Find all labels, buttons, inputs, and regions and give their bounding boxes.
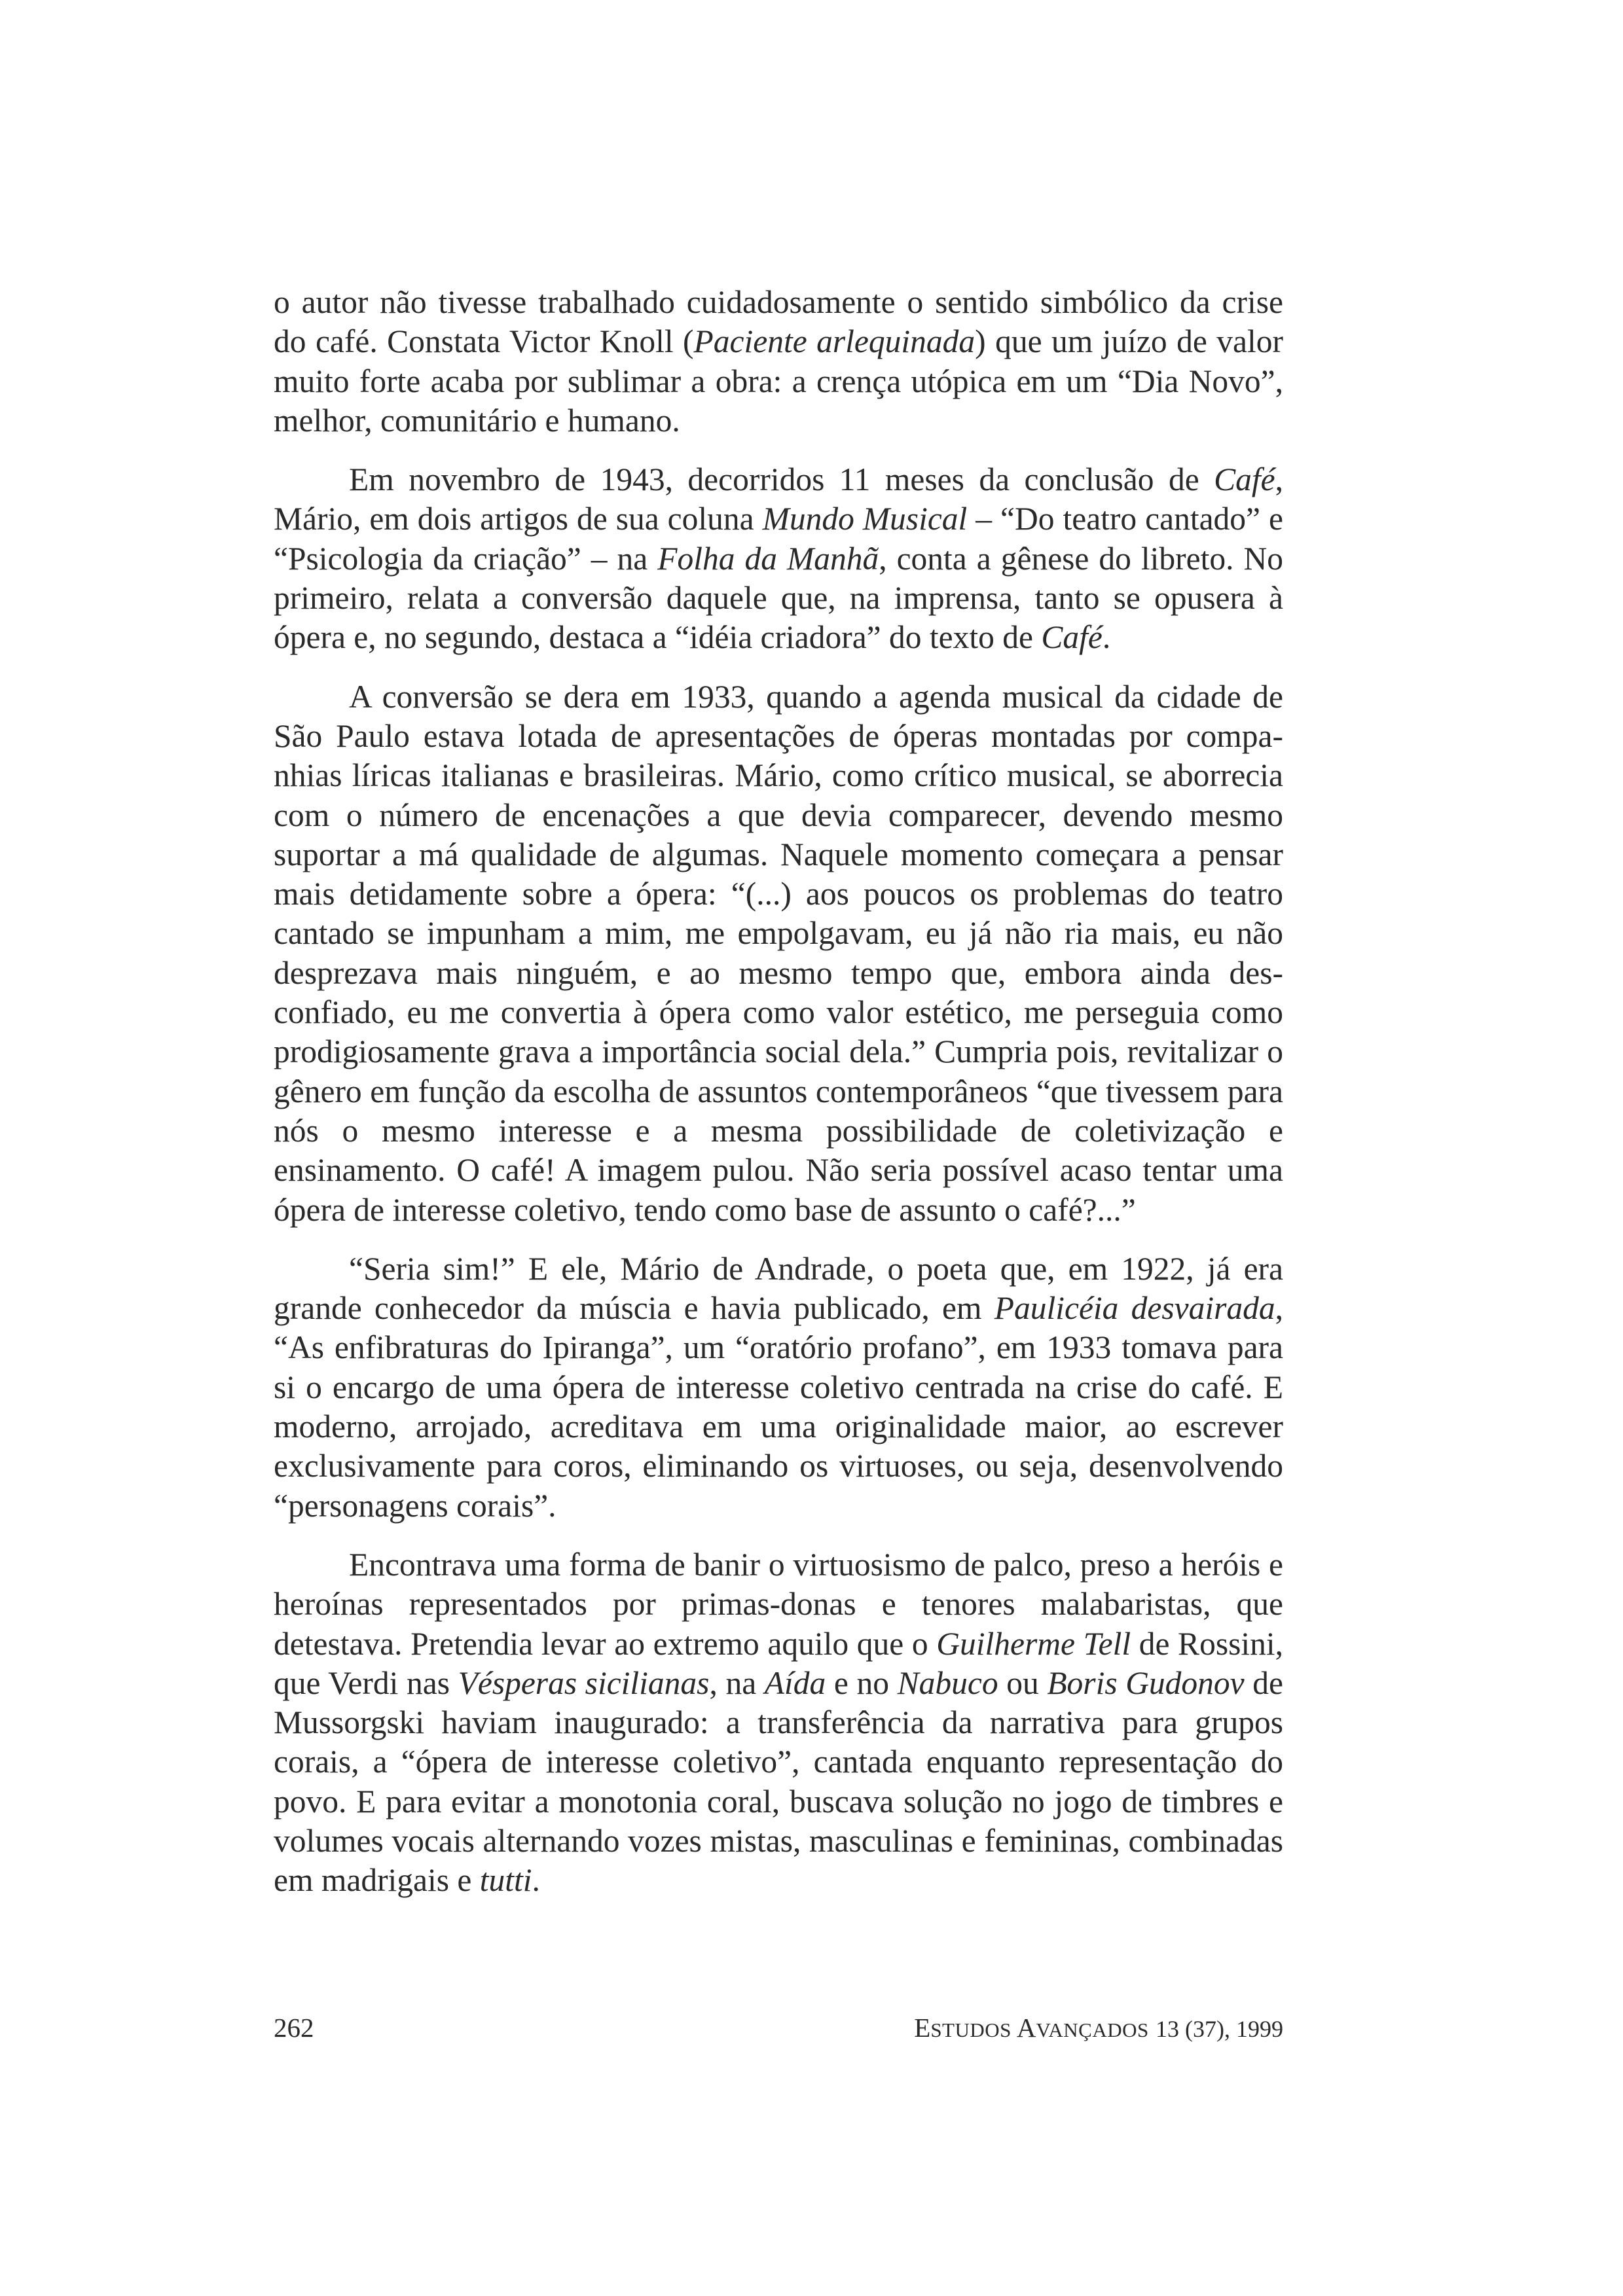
italic-title: Paciente arlequinada (693, 323, 976, 360)
journal-initial-a: A (1016, 2013, 1036, 2043)
text-run: de Mussorgski haviam inaugurado: a transferência da narrativa para grupos corais, a “ópera de interesse coletivo”, cantada enquanto representação do povo. E para evitar a monotonia coral, buscava solução no jogo de timbres e volumes vocais alternando vozes mistas, masculinas e femininas, combinadas em madrigais e (274, 1664, 1283, 1899)
text-run: , Mário, em dois artigos de sua coluna (274, 461, 1283, 537)
text-run: e no (826, 1664, 898, 1701)
paragraph-1 (274, 283, 1283, 440)
italic-title: Café (1041, 619, 1103, 656)
text-run: Encontrava uma forma de banir o virtuosismo de palco, preso a heróis e heroínas representados por primas-donas e tenores malabaristas, que detestava. Pretendia levar ao extremo aquilo que o (274, 1546, 1283, 1662)
text-run: A conversão se dera em 1933, quando a agenda musical da cidade de São Paulo estava lotada de apresentações de óperas montadas por companhias líricas italianas e brasileiras. Mário, como crítico musical, se aborrecia com o número de encenações a que devia comparecer, devendo mesmo suportar a má qualidade de algumas. Naquele momento começara a pensar mais detidamente sobre a ópera: “(...) aos poucos os problemas do teatro cantado se impunham a mim, me empolgavam, eu já não ria mais, eu não desprezava mais ninguém, e ao mesmo tempo que, embora ainda desconfiado, eu me convertia à ópera como valor estético, me perseguia como prodigiosamente grava a importância social dela.” Cumpria pois, revitalizar o gênero em função da escolha de assuntos contemporâneos “que tivessem para nós o mesmo interesse e a mesma possibilidade de coletivização e ensinamento. O café! A imagem pulou. Não seria possível acaso tentar uma ópera de interesse coletivo, tendo como base de assunto o café?...” (274, 678, 1283, 1228)
paragraph-4 (274, 1249, 1283, 1526)
text-run: . (532, 1862, 540, 1899)
body-text (274, 283, 1283, 1901)
paragraph-3 (274, 677, 1283, 1230)
text-run: Em novembro de 1943, decorridos 11 meses da conclusão de (349, 461, 1214, 498)
text-run: , na (709, 1664, 765, 1701)
italic-title: Paulicéia desvairada (994, 1290, 1275, 1327)
text-run: “Seria sim!” E ele, Mário de Andrade, o poeta que, em 1922, já era grande conhecedor da múscia e havia publicado, em (274, 1250, 1283, 1327)
italic-title: Aída (764, 1664, 826, 1701)
text-run: – “Do teatro cantado” e “Psicologia da criação” – na (274, 501, 1283, 577)
text-run: de Rossini, que Verdi nas (274, 1625, 1283, 1701)
page-number: 262 (274, 2013, 314, 2043)
journal-word-vancados: VANÇADOS (1036, 2018, 1149, 2041)
italic-title: Guilherme Tell (936, 1625, 1131, 1662)
text-run: , “As enfibraturas do Ipiranga”, um “oratório profano”, em 1933 tomava para si o encargo de uma ópera de interesse coletivo centrada na crise do café. E moderno, arrojado, acreditava em uma originalidade maior, ao escrever exclusivamente para coros, eliminando os virtuoses, ou seja, desenvolvendo “personagens corais”. (274, 1290, 1284, 1524)
italic-title: Vésperas sicilianas (458, 1664, 710, 1701)
paragraph-5 (274, 1545, 1283, 1901)
page-footer (274, 2008, 1283, 2047)
paragraph-2 (274, 460, 1283, 657)
italic-title: Nabuco (897, 1664, 998, 1701)
text-run: ou (998, 1664, 1048, 1701)
journal-initial-e: E (914, 2013, 931, 2043)
text-run: , conta a gênese do libreto. No primeiro, relata a conversão daquele que, na imprensa, tanto se opusera à ópera e, no segundo, destaca a “idéia criadora” do texto de (274, 540, 1283, 656)
running-title (914, 2008, 1283, 2050)
text-run: o autor não tivesse trabalhado cuidadosamente o sentido simbólico da crise do café. Constata Victor Knoll ( (274, 284, 1283, 360)
italic-title: Mundo Musical (762, 501, 968, 537)
text-run: . (1102, 619, 1111, 656)
journal-word-studos: STUDOS (930, 2018, 1012, 2041)
italic-title: Folha da Manhã (657, 540, 879, 577)
italic-title: Boris Gudonov (1047, 1664, 1245, 1701)
text-run: ) que um juízo de valor muito forte acaba por sublimar a obra: a crença utópica em um “Dia Novo”, melhor, comunitário e humano. (274, 323, 1283, 439)
italic-title: tutti (479, 1862, 532, 1899)
journal-volume: 13 (37), 1999 (1156, 2016, 1283, 2042)
italic-title: Café (1214, 461, 1275, 498)
